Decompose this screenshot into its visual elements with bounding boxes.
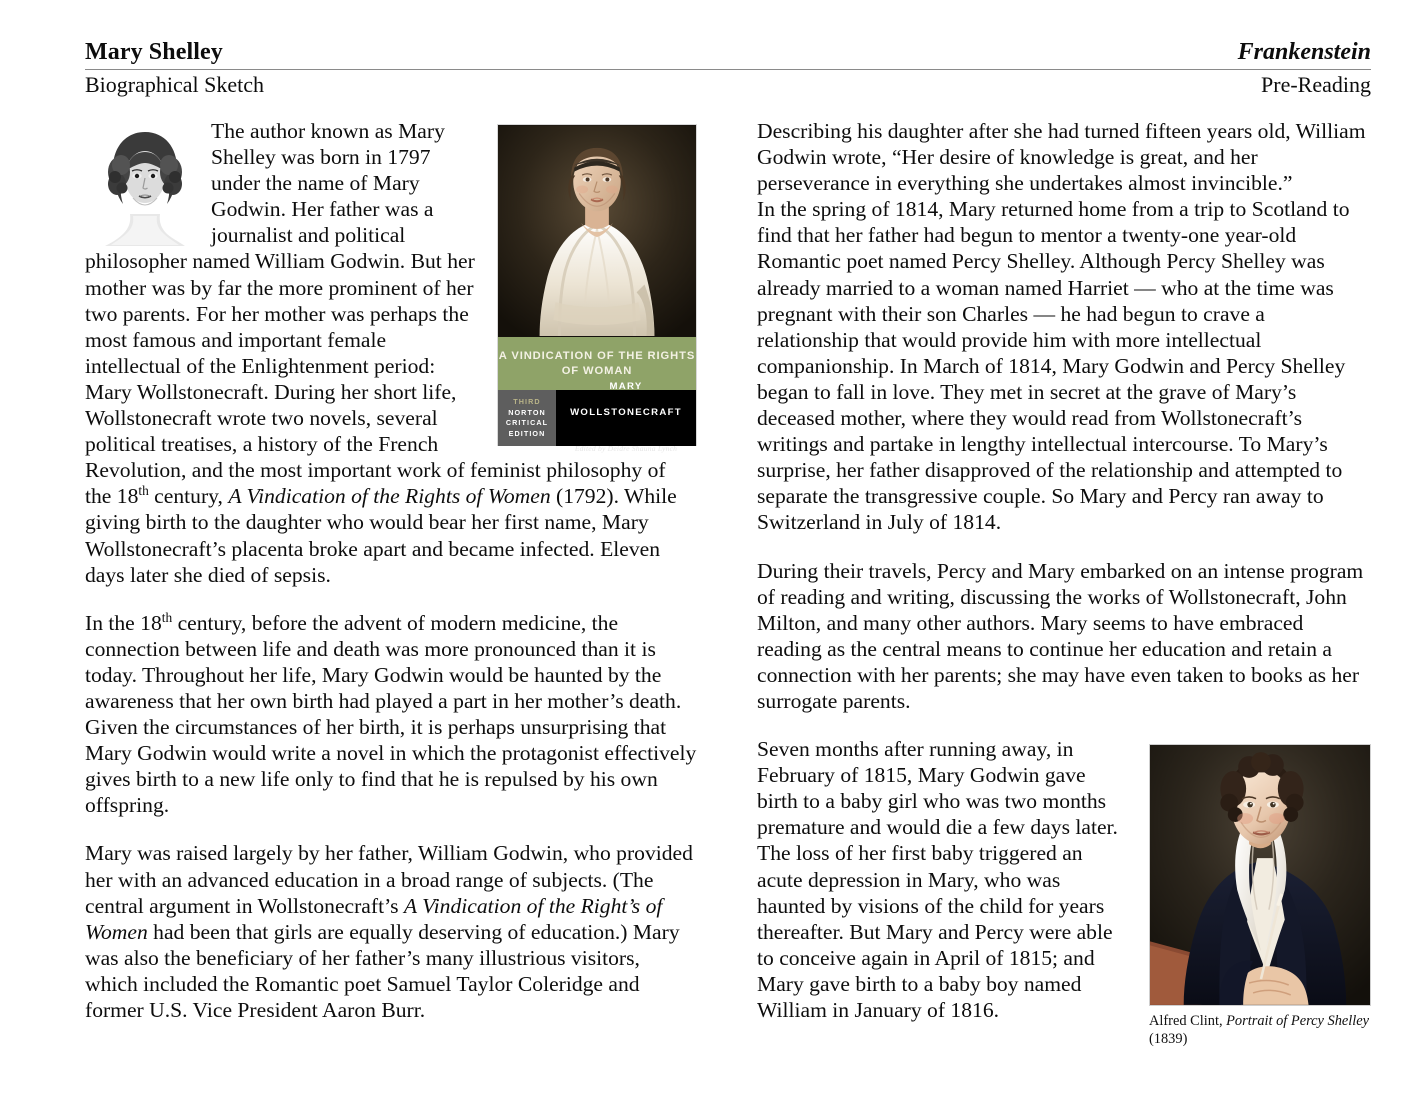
book-cover-vindication bbox=[497, 124, 697, 454]
percy-portrait-caption bbox=[1149, 1013, 1371, 1048]
left-paragraph-3 bbox=[85, 840, 697, 1023]
percy-shelley-portrait bbox=[1149, 744, 1371, 1006]
caption-artist: Alfred Clint, bbox=[1149, 1013, 1227, 1030]
header-bottom-row bbox=[85, 72, 1371, 100]
right-paragraph-1: Describing his daughter after she had turned fifteen years old, William Godwin wrote, “Her desire of knowledge is great, and her perseverance in everything she undertakes almost invincible.” bbox=[757, 119, 1366, 196]
left-paragraph-2 bbox=[85, 610, 697, 819]
norton-edition-box bbox=[498, 390, 556, 446]
edition-edition: EDITION bbox=[508, 428, 546, 438]
right-paragraph-4: Seven months after running away, in February of 1815, Mary Godwin gave birth to a baby girl who was two months premature and would die a few days later. The loss of her first baby triggered an acute depression in Mary, who was haunted by visions of the child for years thereafter. But Mary and Percy were able to conceive again in April of 1815; and Mary gave birth to a baby boy named William in January of 1816. bbox=[757, 737, 1118, 1022]
book-editor-credit: Edited by Deidre Shauna Lynch bbox=[574, 444, 678, 454]
lp2-superscript: th bbox=[161, 609, 173, 625]
right-paragraph-3: During their travels, Percy and Mary embarked on an intense program of reading and writing, discussing the works of Wollstonecraft, John Milton, and many other authors. Mary seems to have embraced reading as the central means to continue her education and retain a connection with her parents; she may have even taken to books as her surrogate parents. bbox=[757, 558, 1364, 713]
lp3-text-b: had been that girls are equally deserving of education.) Mary was also the beneficiary of her father’s many illustrious visitors, which included the Romantic poet Samuel Taylor Coleridge and former U.S. Vice President Aaron Burr. bbox=[85, 919, 680, 1022]
lp1-book-title-italic: A Vindication of the Rights of Women bbox=[228, 484, 551, 509]
edition-third: THIRD bbox=[513, 397, 541, 406]
lp2-text-b: century, before the advent of modern medicine, the connection between life and death was more pronounced than it is today. Throughout her life, Mary Godwin would be haunted by the awareness that her own birth had played a part in her mother’s death. Given the circumstances of her birth, it is perhaps unsurprising that Mary Godwin would write a novel in which the protagonist effectively gives birth to a new life only to find that he is repulsed by his own offspring. bbox=[85, 610, 697, 818]
percy-shelley-figure bbox=[1149, 744, 1371, 1048]
left-text-column bbox=[85, 118, 697, 1023]
page-subtitle: Biographical Sketch bbox=[85, 72, 265, 97]
lp3-text-a: Mary was raised largely by her father, William Godwin, who provided her with an advanced education in a broad range of subjects. (The central argument in Wollstonecraft’s bbox=[85, 841, 693, 918]
edition-norton: NORTON bbox=[508, 407, 546, 417]
book-author-name: MARY WOLLSTONECRAFT bbox=[570, 380, 682, 418]
lp1-text-a: The author known as Mary Shelley was born in 1797 under the name of Mary Godwin. Her father was a journalist and political philosopher named William Godwin. But her mother was by far the more prominent of her two parents. For her mother was perhaps the most famous and important female intellectual of the Enlightenment period: Mary Wollstonecraft. During her short life, Wollstonecraft wrote two novels, several political treatises, a history of the French Revolution, and the most important work of feminist philosophy of the 18 bbox=[85, 119, 666, 509]
assignment-stage: Pre-Reading bbox=[1261, 72, 1371, 97]
page-title: Mary Shelley bbox=[85, 39, 223, 65]
book-author-box bbox=[556, 380, 696, 454]
lp1-superscript: th bbox=[138, 483, 149, 499]
wollstonecraft-portrait bbox=[498, 125, 696, 337]
right-text-column bbox=[757, 118, 1371, 1052]
lp1-text-b: century, bbox=[148, 484, 229, 509]
lp2-text-a: In the 18 bbox=[85, 610, 162, 635]
book-title-text: A VINDICATION OF THE RIGHTS OF WOMAN bbox=[498, 349, 696, 377]
caption-work-title: Portrait of Percy Shelley bbox=[1226, 1013, 1370, 1030]
book-footer-band bbox=[498, 380, 696, 454]
right-paragraph-2: In the spring of 1814, Mary returned home from a trip to Scotland to find that her father had begun to mentor a twenty-one year-old Romantic poet named Percy Shelley. Although Percy Shelley was already married to a woman named Harriet — who at the time was pregnant with their son Charles — he had begun to crave a relationship that would provide him with more intellectual companionship. In March of 1814, Mary Godwin and Percy Shelley began to fall in love. They met in secret at the grave of Mary’s deceased mother, where they would read from Wollstonecraft’s writings and partake in lengthy intellectual intercourse. To Mary’s surprise, her father disapproved of the relationship and attempted to separate the transgressive couple. So Mary and Percy ran away to Switzerland in July of 1814. bbox=[757, 197, 1350, 535]
lp1-text-c: (1792). While giving birth to the daughter who would bear her first name, Mary Wollstonecraft’s placenta broke apart and became infected. Eleven days later she died of sepsis. bbox=[85, 484, 677, 587]
lp3-book-title-italic: A Vindication of the Right’s of Women bbox=[85, 893, 663, 944]
edition-critical: CRITICAL bbox=[505, 418, 549, 427]
header-top-row bbox=[85, 38, 1371, 70]
caption-year: (1839) bbox=[1149, 1030, 1188, 1047]
mary-shelley-engraving bbox=[95, 122, 195, 246]
work-title: Frankenstein bbox=[1237, 39, 1371, 65]
page-header bbox=[85, 38, 1371, 100]
